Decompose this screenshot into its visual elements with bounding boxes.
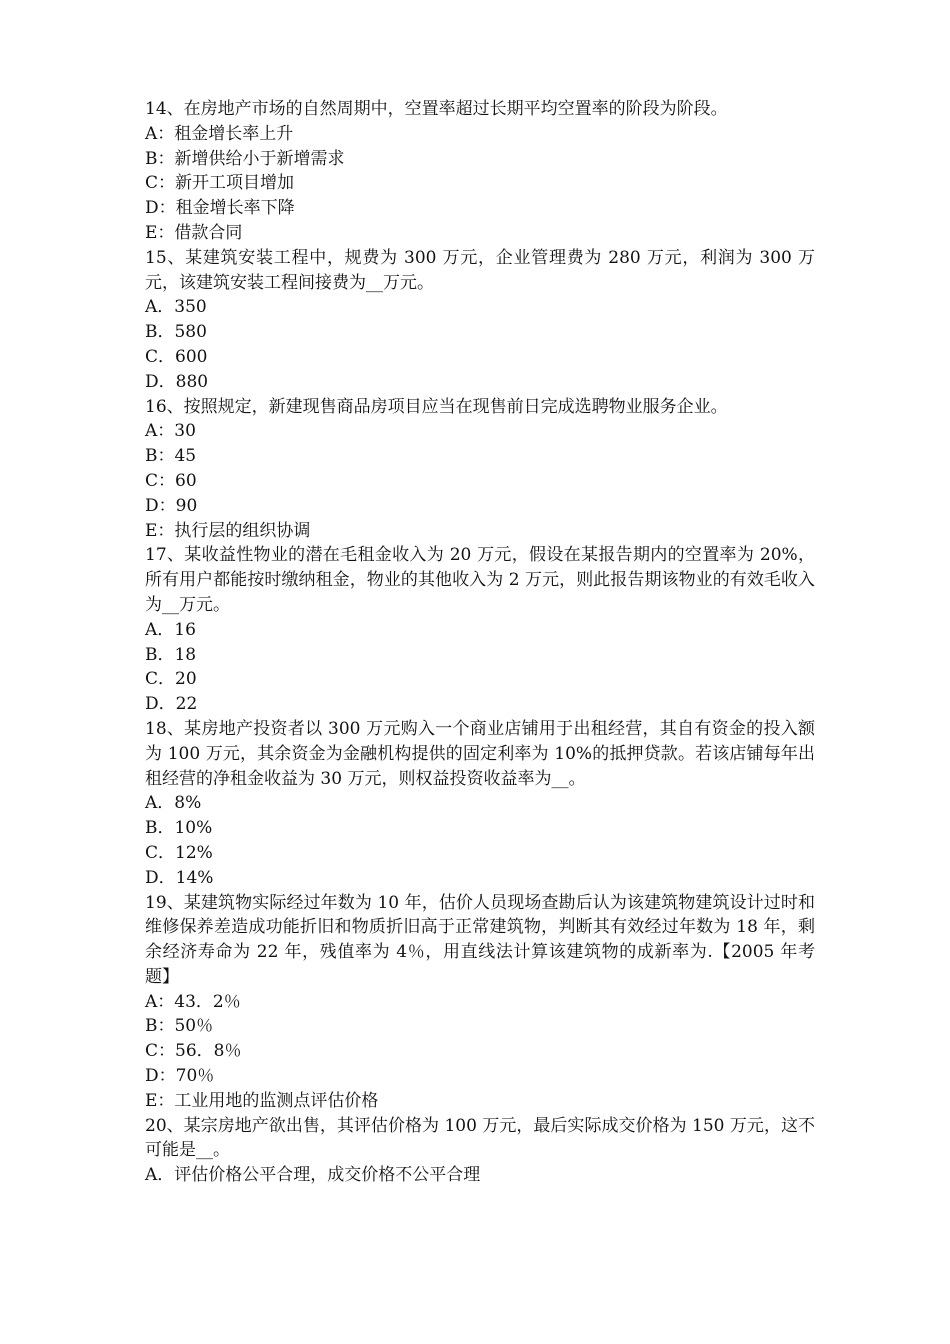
option-b: B．10% (145, 818, 213, 839)
document-page (145, 97, 815, 1188)
option-b: B：45 (145, 446, 197, 467)
option-d: D：租金增长率下降 (145, 198, 295, 219)
option-c: C：56．8％ (145, 1041, 242, 1062)
option-b: B：新增供给小于新增需求 (145, 148, 345, 169)
option-b: B：50％ (145, 1016, 214, 1037)
question-stem: 14、在房地产市场的自然周期中，空置率超过长期平均空置率的阶段为阶段。 (145, 99, 728, 119)
question-stem: 19、某建筑物实际经过年数为 10 年，估价人员现场查勘后认为该建筑物建筑设计过时和维修保养差造成功能折旧和物质折旧高于正常建筑物，判断其有效经过年数为 18 年，剩余经济寿命为 22 年，残值率为 4％，用直线法计算该建筑物的成新率为.【2005 年考题】 (145, 892, 815, 987)
question-stem: 18、某房地产投资者以 300 万元购入一个商业店铺用于出租经营，其自有资金的投入额为 100 万元，其余资金为金融机构提供的固定利率为 10%的抵押贷款。若该店铺每年出租经营的净租金收益为 30 万元，则权益投资收益率为__。 (145, 718, 815, 789)
option-a: A．8% (145, 793, 202, 814)
option-b: B．18 (145, 644, 197, 665)
option-a: A．评估价格公平合理，成交价格不公平合理 (145, 1165, 481, 1186)
option-b: B．580 (145, 322, 207, 343)
question-stem: 17、某收益性物业的潜在毛租金收入为 20 万元，假设在某报告期内的空置率为 20%，所有用户都能按时缴纳租金，物业的其他收入为 2 万元，则此报告期该物业的有效毛收入为__万元。 (145, 545, 815, 615)
option-e: E：借款合同 (145, 222, 243, 243)
option-c: C：新开工项目增加 (145, 173, 295, 194)
question-stem: 20、某宗房地产欲出售，其评估价格为 100 万元，最后实际成交价格为 150 万元，这不可能是__。 (145, 1115, 815, 1161)
question-17 (145, 543, 815, 717)
question-20 (145, 1114, 815, 1188)
question-14 (145, 97, 815, 246)
option-c: C：60 (145, 470, 197, 491)
option-d: D．22 (145, 694, 198, 715)
option-c: C．12% (145, 842, 213, 863)
option-a: A：43．2％ (145, 991, 241, 1012)
option-c: C．20 (145, 669, 197, 690)
option-d: D：90 (145, 495, 198, 516)
option-d: D．14% (145, 867, 214, 888)
question-15 (145, 246, 815, 395)
option-c: C．600 (145, 346, 208, 367)
option-a: A：租金增长率上升 (145, 123, 294, 144)
option-a: A：30 (145, 421, 196, 442)
option-d: D：70％ (145, 1066, 215, 1087)
option-e: E：执行层的组织协调 (145, 520, 311, 541)
option-a: A．16 (145, 619, 196, 640)
question-18 (145, 717, 815, 891)
option-e: E：工业用地的监测点评估价格 (145, 1090, 379, 1111)
question-19 (145, 891, 815, 1114)
option-d: D．880 (145, 371, 209, 392)
question-16 (145, 395, 815, 544)
question-stem: 16、按照规定，新建现售商品房项目应当在现售前日完成选聘物业服务企业。 (145, 396, 728, 417)
option-a: A．350 (145, 297, 207, 318)
question-stem: 15、某建筑安装工程中，规费为 300 万元，企业管理费为 280 万元，利润为 300 万元，该建筑安装工程间接费为__万元。 (145, 247, 815, 293)
